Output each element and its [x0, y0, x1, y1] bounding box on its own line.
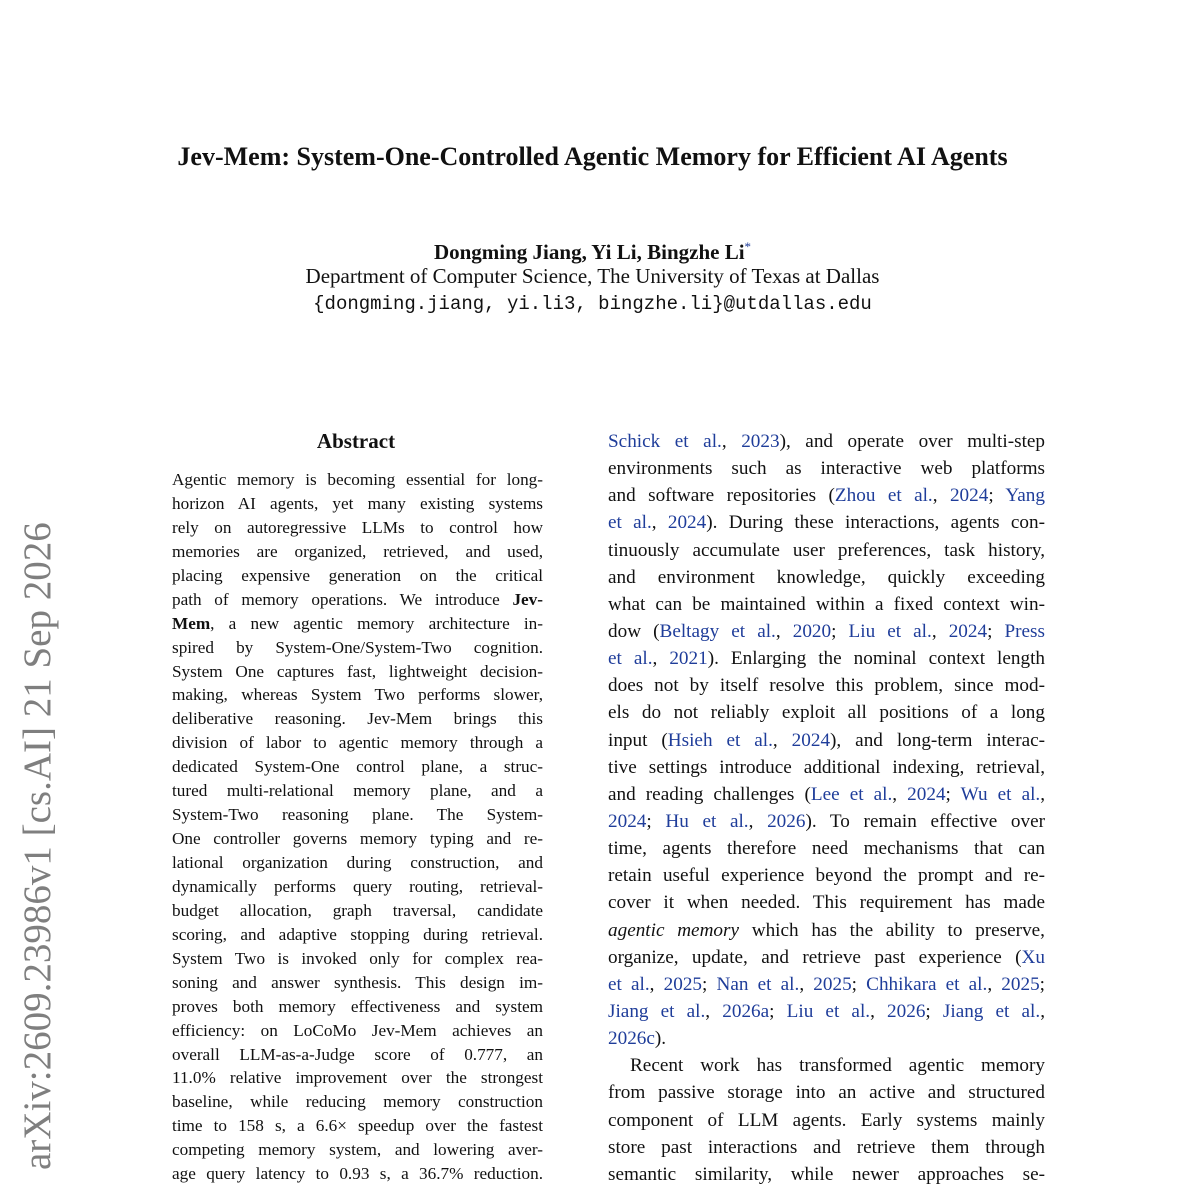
text-run: tured multi-relational memory plane, and a	[172, 781, 543, 801]
body-text-line	[608, 645, 1045, 672]
text-run: ;	[925, 1000, 943, 1022]
abstract-body	[172, 468, 543, 1186]
text-run: ;	[769, 1000, 787, 1022]
citation-link[interactable]: 2026	[767, 810, 806, 832]
text-run: time, agents therefore need mechanisms that can	[608, 838, 1045, 860]
citation-link[interactable]: 2026a	[722, 1000, 770, 1022]
abstract-line	[172, 851, 543, 875]
text-run: ,	[649, 973, 664, 995]
citation-link[interactable]: Lee et al.	[810, 783, 893, 805]
text-run: input (	[608, 729, 668, 751]
abstract-line	[172, 707, 543, 731]
abstract-line	[172, 492, 543, 516]
abstract-line	[172, 1114, 543, 1138]
body-text-line	[608, 754, 1045, 781]
body-text-line	[608, 1161, 1045, 1188]
abstract-line	[172, 1162, 543, 1186]
body-text-line	[608, 835, 1045, 862]
text-run: ), and long-term interac-	[830, 729, 1046, 751]
body-text-line	[608, 564, 1045, 591]
text-run: ;	[988, 485, 1006, 507]
text-run: ,	[931, 620, 949, 642]
body-text-line	[608, 428, 1045, 455]
body-text-line	[608, 1107, 1045, 1134]
body-text-line	[608, 672, 1045, 699]
text-run: Jev-	[512, 589, 543, 609]
text-run: ,	[651, 512, 668, 534]
text-run: System Two is invoked only for complex rea-	[172, 948, 543, 968]
citation-link[interactable]: Hsieh et al.	[667, 729, 773, 751]
text-run: System One captures fast, lightweight decision-	[172, 661, 543, 681]
arxiv-identifier-stamp: arXiv:2609.23986v1 [cs.AI] 21 Sep 2026	[16, 522, 59, 1170]
text-run: ;	[646, 810, 666, 832]
text-run: efficiency: on LoCoMo Jev-Mem achieves an	[172, 1020, 543, 1040]
text-run: does not by itself resolve this problem, since mod-	[608, 675, 1045, 697]
citation-link[interactable]: Nan et al.	[716, 973, 800, 995]
text-run: path of memory operations. We introduce	[172, 589, 513, 609]
abstract-line	[172, 731, 543, 755]
citation-link[interactable]: Zhou et al.	[834, 485, 933, 507]
text-run: ,	[748, 810, 768, 832]
citation-link[interactable]: Chhikara et al.	[866, 973, 988, 995]
text-run: making, whereas System Two performs slower,	[172, 685, 543, 705]
text-run: ,	[721, 431, 742, 452]
text-run: ;	[702, 973, 717, 995]
citation-link[interactable]: Hu et al.	[665, 810, 749, 832]
body-text-line	[608, 808, 1045, 835]
abstract-line	[172, 588, 543, 612]
body-text-line	[608, 1134, 1045, 1161]
body-text-line	[608, 618, 1045, 645]
citation-link[interactable]: 2025	[663, 973, 703, 995]
abstract-line	[172, 636, 543, 660]
citation-link[interactable]: 2025	[1001, 973, 1040, 995]
citation-link[interactable]: 2024	[667, 512, 707, 534]
text-run: horizon AI agents, yet many existing systems	[172, 493, 543, 513]
text-run: baseline, while reducing memory construction	[172, 1092, 543, 1112]
text-run: ,	[772, 729, 792, 751]
citation-link[interactable]: Liu et al.	[848, 620, 932, 642]
text-run: and software repositories (	[608, 485, 835, 507]
body-text-line	[608, 862, 1045, 889]
abstract-line	[172, 995, 543, 1019]
text-run: ;	[945, 783, 961, 805]
body-text-line	[608, 971, 1045, 998]
citation-link[interactable]: 2024	[948, 620, 988, 642]
citation-link[interactable]: Beltagy et al.	[659, 620, 776, 642]
citation-link[interactable]: 2024	[949, 485, 989, 507]
text-run: 11.0% relative improvement over the strongest	[172, 1068, 543, 1088]
abstract-line	[172, 1019, 543, 1043]
citation-link[interactable]: Yang	[1005, 485, 1045, 507]
text-run: ,	[705, 1000, 723, 1022]
abstract-line	[172, 779, 543, 803]
citation-link[interactable]: 2024	[791, 729, 831, 751]
text-run: ,	[799, 973, 814, 995]
body-text-line	[608, 1052, 1045, 1079]
abstract-line	[172, 612, 543, 636]
text-run: ,	[932, 485, 950, 507]
text-run: ). To remain effective over	[805, 810, 1045, 832]
body-text-line	[608, 537, 1045, 564]
body-text-line	[608, 482, 1045, 509]
abstract-line	[172, 564, 543, 588]
text-run: organize, update, and retrieve past experience (	[608, 946, 1022, 968]
paper-title: Jev-Mem: System-One-Controlled Agentic Memory for Efficient AI Agents	[177, 142, 1008, 171]
abstract-line	[172, 660, 543, 684]
body-text-line	[608, 781, 1045, 808]
affiliation: Department of Computer Science, The University of Texas at Dallas	[305, 264, 880, 288]
abstract-line	[172, 875, 543, 899]
citation-link[interactable]: Schick et al.	[608, 431, 722, 452]
text-run: budget allocation, graph traversal, candidate	[172, 900, 543, 920]
text-run: dedicated System-One control plane, a struc-	[172, 757, 543, 777]
text-run: rely on autoregressive LLMs to control how	[172, 517, 543, 537]
citation-link[interactable]: 2024	[907, 783, 946, 805]
text-run: cover it when needed. This requirement has made	[608, 892, 1045, 914]
text-run: Mem	[172, 613, 211, 633]
body-text-line	[608, 1025, 1045, 1052]
text-run: System-Two reasoning plane. The System-	[172, 805, 543, 825]
citation-link[interactable]: et al.	[608, 973, 650, 995]
citation-link[interactable]: 2020	[792, 620, 832, 642]
text-run: ). Enlarging the nominal context length	[707, 648, 1046, 670]
text-run: competing memory system, and lowering aver-	[172, 1140, 543, 1160]
citation-link[interactable]: 2025	[813, 973, 852, 995]
citation-link[interactable]: Press	[1004, 620, 1045, 642]
text-run: dynamically performs query routing, retrieval-	[172, 876, 543, 896]
text-run: division of labor to agentic memory through a	[172, 733, 543, 753]
text-run: which has the ability to preserve,	[739, 919, 1045, 941]
text-run: agentic memory	[608, 919, 740, 941]
abstract-line	[172, 899, 543, 923]
text-run: what can be maintained within a fixed context win-	[608, 593, 1045, 615]
body-text-line	[608, 727, 1045, 754]
abstract-line	[172, 827, 543, 851]
abstract-heading: Abstract	[316, 429, 396, 453]
text-run: ,	[652, 648, 670, 670]
text-run: tive settings introduce additional indexing, retrieval,	[608, 756, 1045, 778]
text-run: scoring, and adaptive stopping during retrieval.	[172, 924, 543, 944]
abstract-line	[172, 947, 543, 971]
text-run: deliberative reasoning. Jev-Mem brings this	[172, 709, 543, 729]
abstract-line	[172, 540, 543, 564]
corresponding-author-mark[interactable]: *	[744, 239, 752, 254]
text-run: ,	[987, 973, 1002, 995]
text-run: ). During these interactions, agents con-	[706, 512, 1046, 534]
abstract-line	[172, 516, 543, 540]
text-run: memories are organized, retrieved, and used,	[172, 541, 543, 561]
text-run: placing expensive generation on the critical	[172, 565, 543, 585]
citation-link[interactable]: Wu et al.	[960, 783, 1041, 805]
citation-link[interactable]: Jiang et al.	[608, 1000, 706, 1022]
text-run: ,	[892, 783, 908, 805]
citation-link[interactable]: 2026	[887, 1000, 926, 1022]
abstract-line	[172, 1043, 543, 1067]
text-run: ), and operate over multi-step	[779, 431, 1046, 452]
text-run: ).	[654, 1028, 667, 1050]
abstract-line	[172, 1138, 543, 1162]
abstract-line	[172, 923, 543, 947]
body-text-line	[608, 591, 1045, 618]
body-text-line	[608, 998, 1045, 1025]
text-run: One controller governs memory typing and re-	[172, 829, 543, 849]
abstract-line	[172, 683, 543, 707]
text-run: ,	[1040, 1000, 1045, 1022]
citation-link[interactable]: Jiang et al.	[942, 1000, 1041, 1022]
body-text-line	[608, 455, 1045, 482]
text-run: store past interactions and retrieve them through	[608, 1136, 1045, 1158]
citation-link[interactable]: 2026c	[608, 1028, 655, 1050]
text-run: retain useful experience beyond the prompt and re-	[608, 865, 1045, 887]
text-run: environments such as interactive web platforms	[608, 458, 1045, 480]
body-text-line	[608, 1079, 1045, 1106]
text-run: Recent work has transformed agentic memory	[630, 1055, 1045, 1077]
body-text-line	[608, 889, 1045, 916]
citation-link[interactable]: 2023	[741, 431, 780, 452]
text-run: time to 158 s, a 6.6× speedup over the fastest	[172, 1116, 543, 1136]
text-run: ;	[851, 973, 867, 995]
text-run: tinuously accumulate user preferences, task history,	[608, 539, 1045, 561]
body-text-line	[608, 917, 1045, 944]
text-run: semantic similarity, while newer approaches se-	[608, 1163, 1045, 1185]
text-run: spired by System-One/System-Two cognition.	[172, 637, 543, 657]
text-run: from passive storage into an active and structured	[608, 1082, 1045, 1104]
author-emails: {dongming.jiang, yi.li3, bingzhe.li}@utdallas.edu	[313, 293, 872, 315]
text-run: ;	[1039, 973, 1045, 995]
text-run: soning and answer synthesis. This design im-	[172, 972, 543, 992]
text-run: Agentic memory is becoming essential for long-	[172, 470, 543, 489]
text-run: proves both memory effectiveness and system	[172, 996, 543, 1016]
body-text-line	[608, 944, 1045, 971]
text-run: els do not reliably exploit all positions of a long	[608, 702, 1045, 724]
abstract-line	[172, 1066, 543, 1090]
abstract-line	[172, 803, 543, 827]
introduction-body	[608, 428, 1045, 1188]
citation-link[interactable]: 2021	[669, 648, 708, 670]
text-run: ,	[1040, 783, 1046, 805]
citation-link[interactable]: Xu	[1021, 946, 1045, 968]
text-run: lational organization during construction, and	[172, 853, 543, 872]
body-text-line	[608, 699, 1045, 726]
text-run: , a new agentic memory architecture in-	[210, 613, 543, 633]
text-run: component of LLM agents. Early systems mainly	[608, 1109, 1045, 1131]
abstract-line	[172, 468, 543, 492]
author-names: Dongming Jiang, Yi Li, Bingzhe Li	[433, 240, 745, 264]
text-run: ;	[987, 620, 1005, 642]
citation-link[interactable]: et al.	[608, 512, 652, 534]
abstract-line	[172, 1090, 543, 1114]
citation-link[interactable]: 2024	[608, 810, 647, 832]
abstract-line	[172, 755, 543, 779]
text-run: ,	[870, 1000, 888, 1022]
text-run: overall LLM-as-a-Judge score of 0.777, an	[172, 1044, 543, 1064]
citation-link[interactable]: et al.	[608, 648, 653, 670]
text-run: age query latency to 0.93 s, a 36.7% reduction.	[172, 1164, 543, 1184]
text-run: ,	[775, 620, 793, 642]
text-run: and environment knowledge, quickly exceeding	[608, 566, 1045, 588]
text-run: ;	[831, 620, 849, 642]
body-text-line	[608, 509, 1045, 536]
abstract-line	[172, 971, 543, 995]
text-run: and reading challenges (	[608, 783, 811, 805]
citation-link[interactable]: Liu et al.	[786, 1000, 871, 1022]
text-run: dow (	[608, 620, 660, 642]
